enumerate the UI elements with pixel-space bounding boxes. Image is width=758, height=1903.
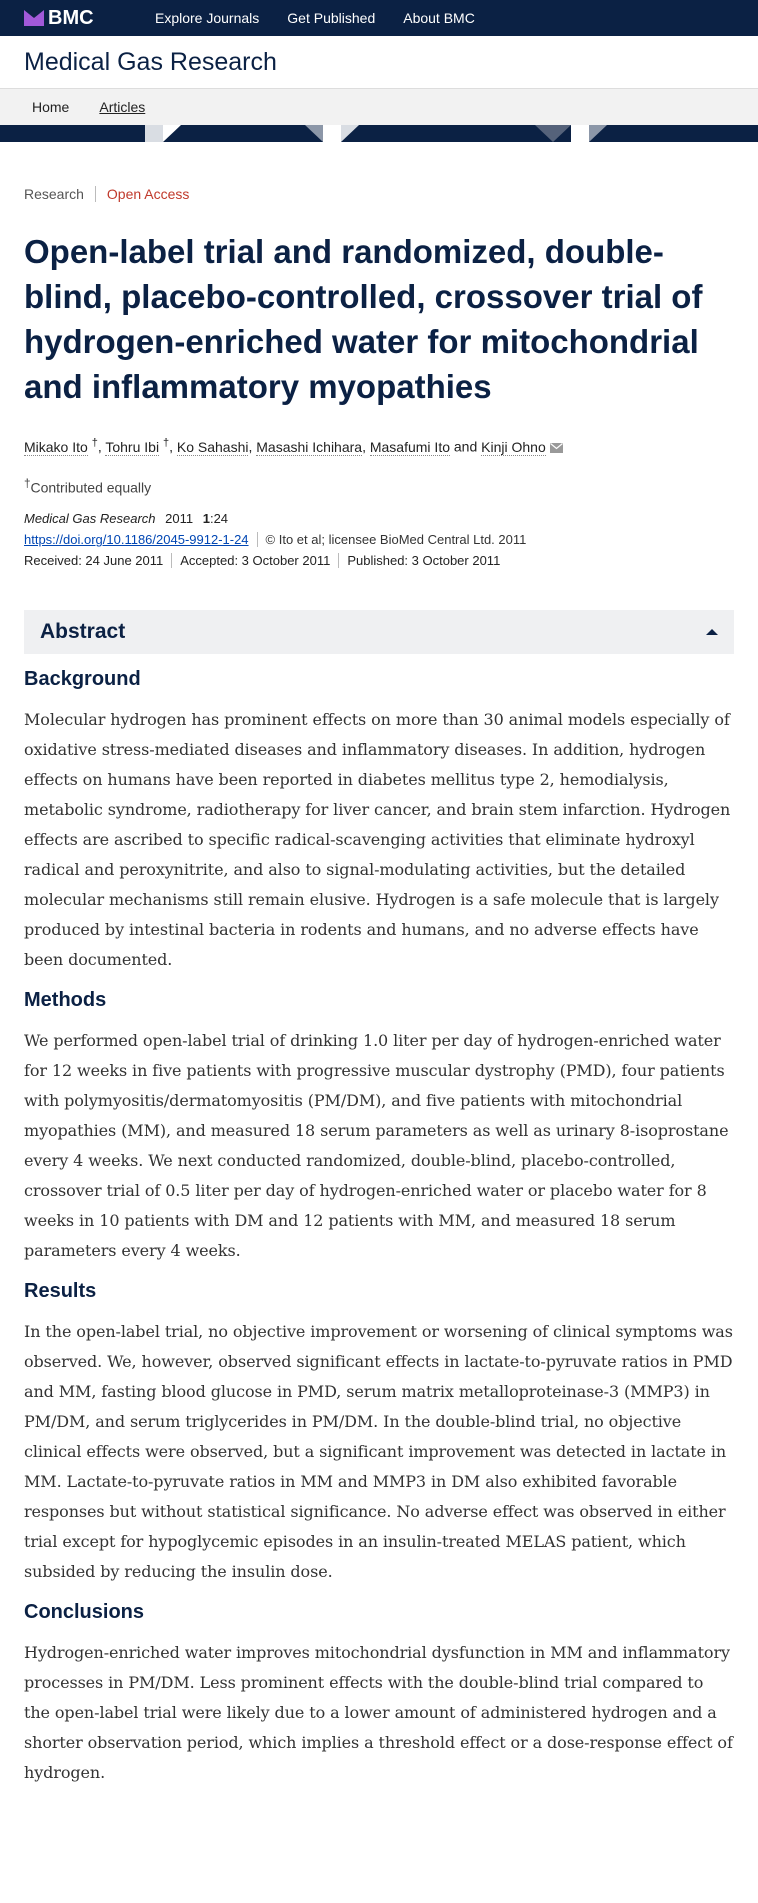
author-link[interactable]: Masashi Ichihara (256, 438, 363, 455)
article-type-line (24, 186, 734, 202)
author-list: Mikako Ito †, Tohru Ibi †, Ko Sahashi, Masashi Ichihara, Masafumi Ito and Kinji Ohno (24, 437, 734, 455)
email-icon[interactable] (550, 443, 563, 453)
bmc-logo-icon (24, 10, 44, 26)
doi-link[interactable]: https://doi.org/10.1186/2045-9912-1-24 (24, 532, 258, 547)
open-access-badge: Open Access (106, 186, 190, 202)
article-type: Research (24, 186, 96, 202)
journal-subnav (0, 89, 758, 125)
author-link[interactable]: Masafumi Ito (369, 438, 450, 455)
contribution-mark: † (24, 476, 31, 490)
section-text-methods: We performed open-label trial of drinking 1.0 liter per day of hydrogen-enriched water for 12 weeks in five patients with progressive muscular dystrophy (PMD), four patients with polymyositis/dermatomyositis (PM/DM), and five patients with mitochondrial myopathies (MM), and measured 18 serum parameters as well as urinary 8-isoprostane every 4 weeks. We next conducted randomized, double-blind, placebo-controlled, crossover trial of 0.5 liter per day of hydrogen-enriched water or placebo water for 8 weeks in 10 patients with DM and 12 patients with MM, and measured 18 serum parameters every 4 weeks. (24, 1031, 729, 1261)
author-link[interactable]: Kinji Ohno (481, 438, 546, 455)
author-link[interactable]: Ko Sahashi (176, 438, 249, 455)
journal-name: Medical Gas Research (24, 511, 156, 527)
bmc-logo[interactable] (24, 7, 155, 30)
contribution-text: Contributed equally (30, 479, 152, 496)
equal-contribution-mark: † (162, 437, 170, 449)
author-link[interactable]: Mikako Ito (24, 438, 88, 455)
decorative-banner (0, 125, 758, 142)
nav-get-published[interactable]: Get Published (287, 10, 376, 26)
section-text-background: Molecular hydrogen has prominent effects on more than 30 animal models especially of oxidative stress-mediated diseases and inflammatory diseases. In addition, hydrogen effects on humans have been reported in diabetes mellitus type 2, hemodialysis, metabolic syndrome, radiotherapy for liver cancer, and brain stem infarction. Hydrogen effects are ascribed to specific radical-scavenging activities that eliminate hydroxyl radical and peroxynitrite, and also to signal-modulating activities, but the detailed molecular mechanisms still remain elusive. Hydrogen is a safe molecule that is largely produced by intestinal bacteria in rodents and humans, and no adverse effects have been documented. (24, 710, 731, 970)
section-heading-background: Background (24, 668, 141, 691)
citation-line (24, 511, 734, 526)
contribution-note (24, 477, 734, 496)
copyright-notice: © Ito et al; licensee BioMed Central Ltd. 2011 (265, 532, 527, 548)
publication-year: 2011 (165, 511, 194, 527)
nav-explore-journals[interactable]: Explore Journals (155, 10, 260, 26)
section-heading-methods: Methods (24, 989, 107, 1012)
section-heading-results: Results (24, 1280, 97, 1303)
doi-line (24, 532, 734, 547)
author-link[interactable]: Tohru Ibi (105, 438, 160, 455)
abstract-heading: Abstract (40, 620, 126, 644)
volume-number: 1 (202, 511, 210, 527)
abstract-body (24, 668, 734, 1788)
bmc-logo-text: BMC (48, 6, 94, 29)
and-text: and (453, 438, 478, 455)
accepted-date: Accepted: 3 October 2011 (172, 553, 339, 568)
top-navigation-bar (0, 0, 758, 36)
journal-title[interactable]: Medical Gas Research (24, 47, 277, 76)
published-date: Published: 3 October 2011 (347, 553, 501, 569)
article-title: Open-label trial and randomized, double-blind, placebo-controlled, crossover trial of hydrogen-enriched water for mitochondrial and inflammatory myopathies (24, 233, 703, 405)
section-text-results: In the open-label trial, no objective improvement or worsening of clinical symptoms was observed. We, however, observed significant effects in lactate-to-pyruvate ratios in PMD and MM, fasting blood glucose in PMD, serum matrix metalloproteinase-3 (MMP3) in PM/DM, and serum triglycerides in PM/DM. In the double-blind trial, no objective clinical effects were observed, but a significant improvement was detected in lactate in MM. Lactate-to-pyruvate ratios in MM and MMP3 in DM also exhibited favorable responses but without statistical significance. No adverse effect was observed in either trial except for hypoglycemic episodes in an insulin-treated MELAS patient, which subsided by reducing the insulin dose. (24, 1322, 733, 1582)
article-content (0, 186, 758, 1788)
section-text-conclusions: Hydrogen-enriched water improves mitochondrial dysfunction in MM and inflammatory processes in PM/DM. Less prominent effects with the double-blind trial compared to the open-label trial were likely due to a lower amount of administered hydrogen and a shorter observation period, which implies a threshold effect or a dose-response effect of hydrogen. (24, 1643, 733, 1783)
subnav-home[interactable]: Home (32, 99, 70, 115)
equal-contribution-mark: † (91, 437, 98, 449)
chevron-up-icon (706, 628, 718, 636)
received-date: Received: 24 June 2011 (24, 553, 172, 568)
banner-pattern (0, 125, 758, 142)
nav-about-bmc[interactable]: About BMC (403, 10, 475, 26)
section-heading-conclusions: Conclusions (24, 1601, 145, 1624)
history-dates (24, 553, 734, 568)
article-number: :24 (209, 511, 229, 527)
abstract-toggle[interactable] (24, 610, 734, 654)
subnav-articles[interactable]: Articles (99, 99, 146, 115)
top-nav (155, 10, 503, 26)
journal-header (0, 36, 758, 89)
